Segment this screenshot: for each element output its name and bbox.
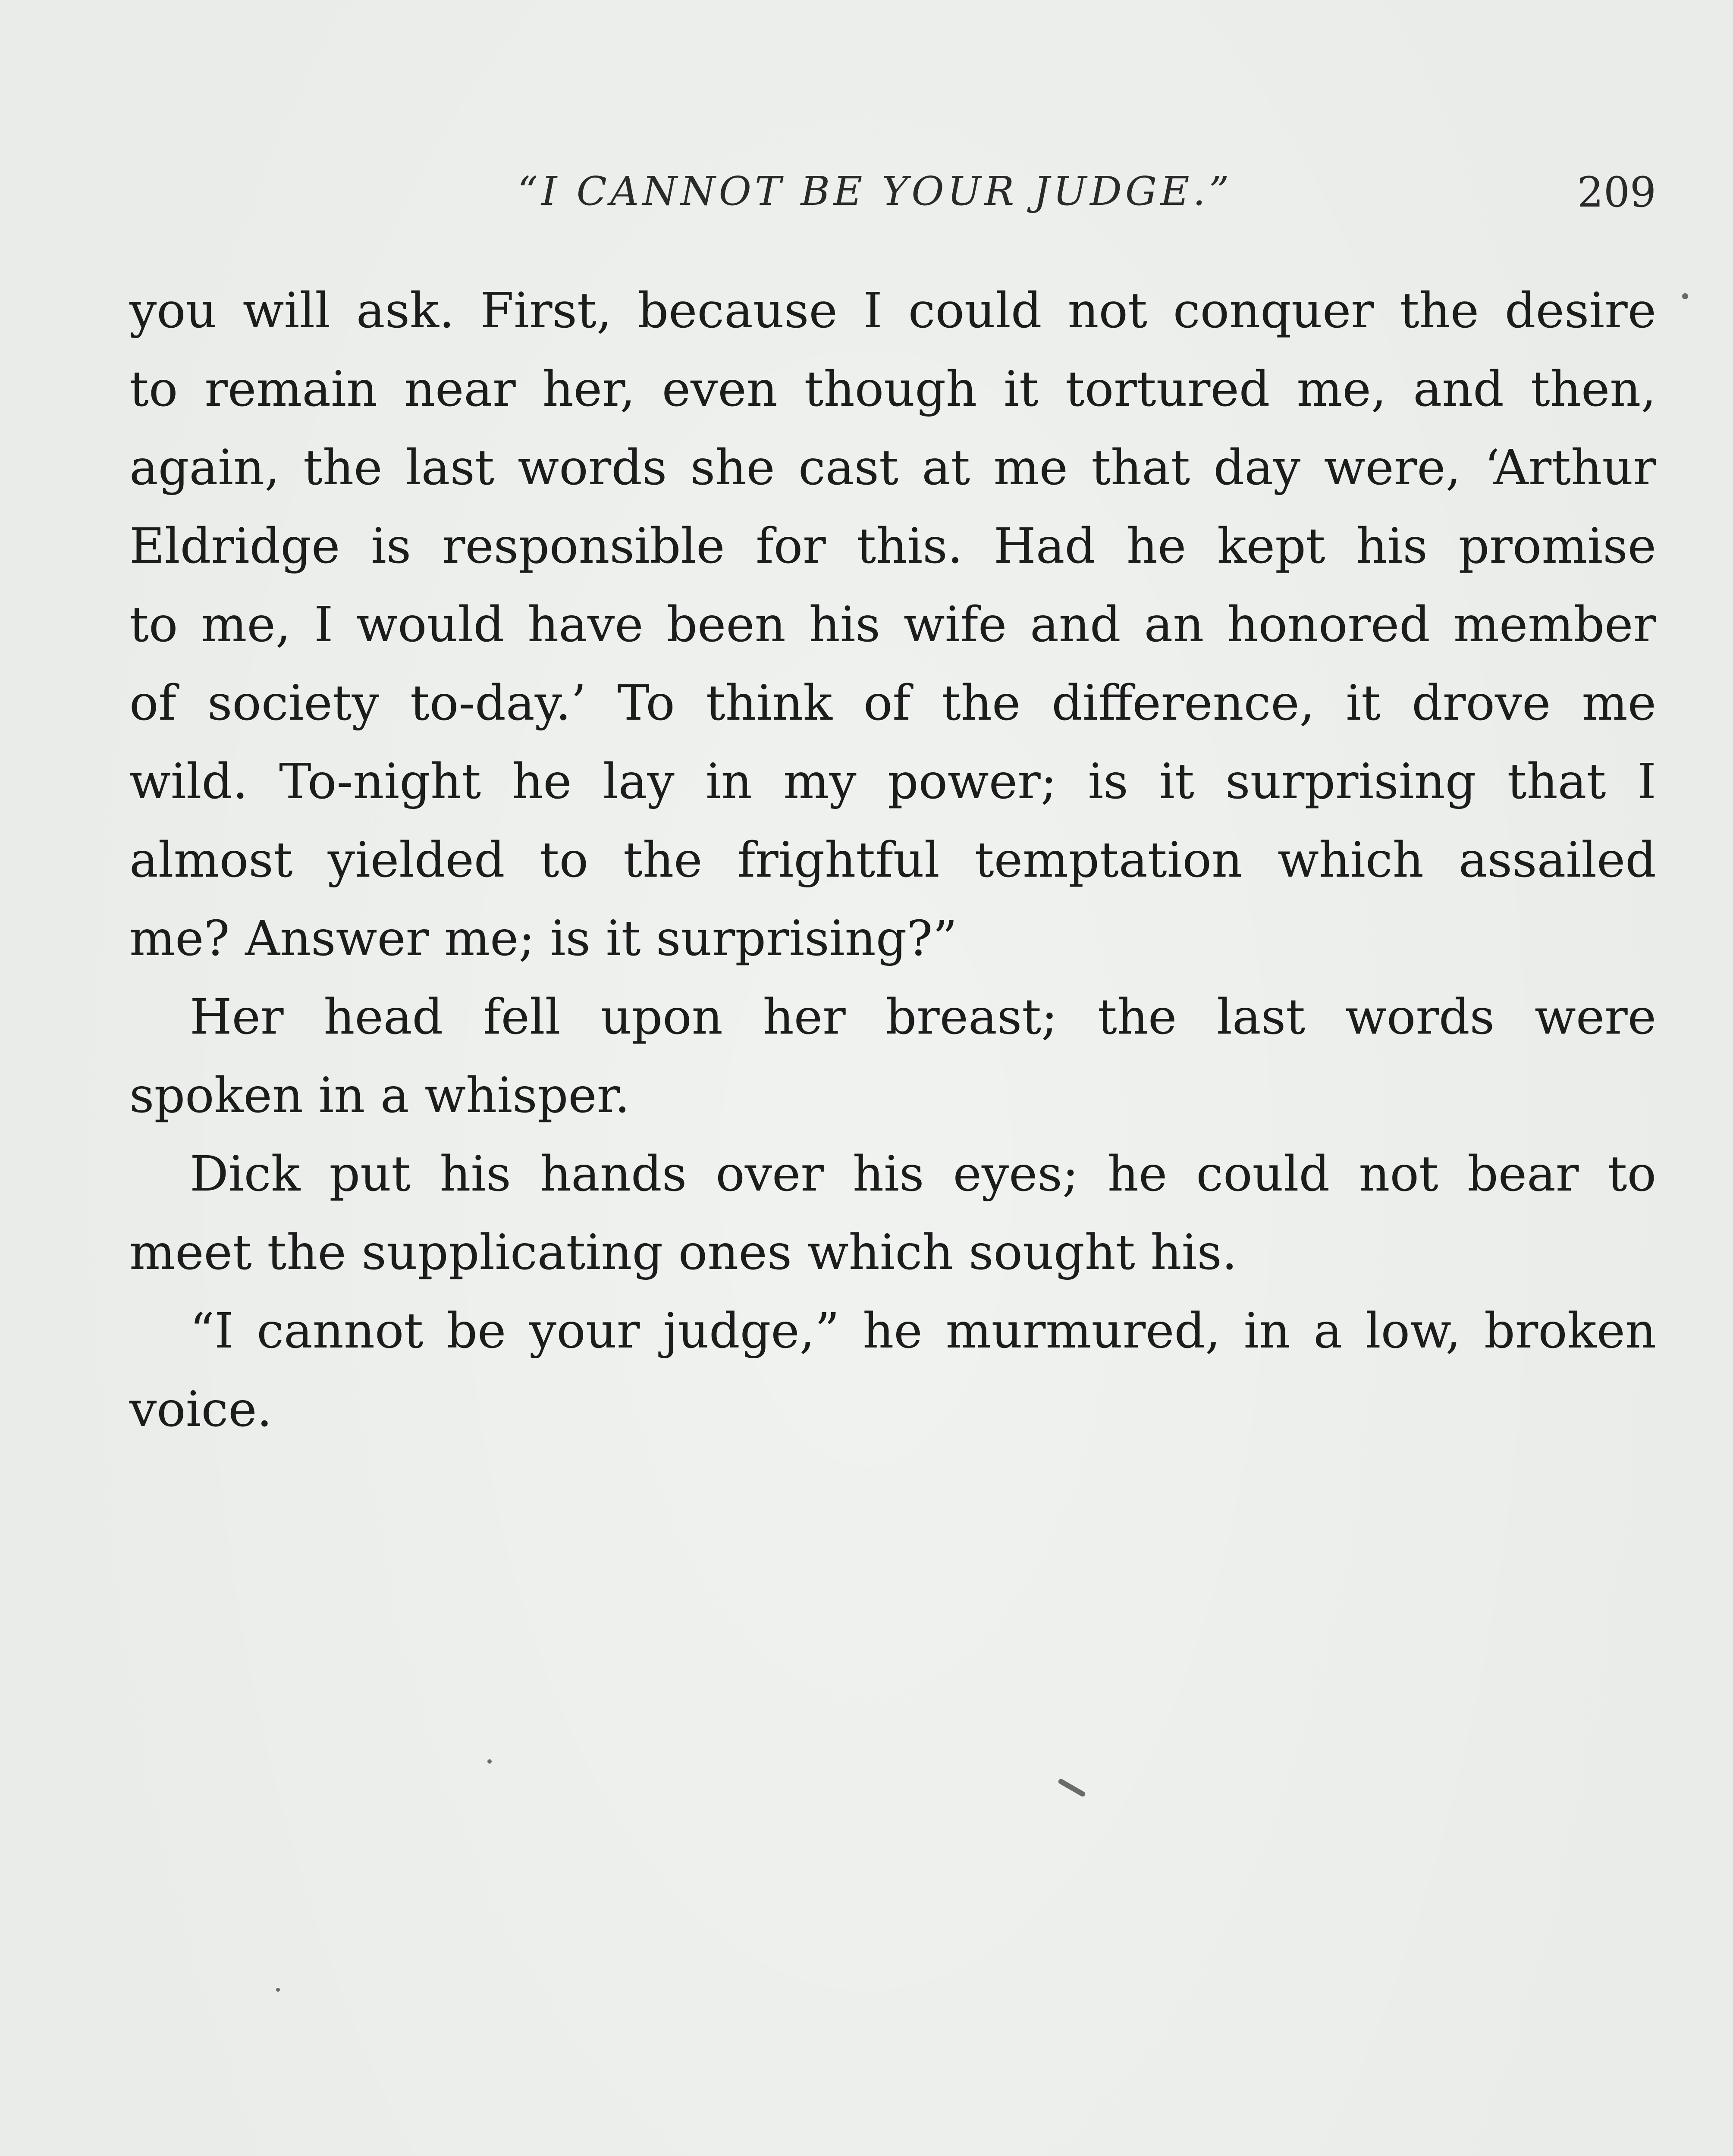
page-number: 209 [1577, 168, 1656, 216]
paper-speck [1682, 293, 1688, 299]
text-line: you will ask. First, because I could not conquer the desire [129, 283, 1656, 339]
text-line: “I cannot be your judge,” he murmured, in a low, broken [190, 1303, 1656, 1359]
text-line: meet the supplicating ones which sought his. [129, 1225, 1237, 1281]
body-text [129, 272, 1656, 1449]
text-line: voice. [129, 1382, 273, 1438]
text-line: again, the last words she cast at me that day were, ‘Arthur [129, 440, 1656, 496]
paper-speck [1058, 1778, 1086, 1797]
text-line: to me, I would have been his wife and an honored member [129, 597, 1656, 653]
text-line: Her head fell upon her breast; the last words were [190, 989, 1656, 1045]
text-line: Eldridge is responsible for this. Had he kept his promise [129, 518, 1656, 574]
text-line: Dick put his hands over his eyes; he could not bear to [190, 1146, 1656, 1202]
paper-speck [276, 1988, 280, 1992]
page-header [129, 168, 1656, 229]
text-line: spoken in a whisper. [129, 1068, 630, 1124]
text-line: me? Answer me; is it surprising?” [129, 911, 958, 967]
text-line: of society to-day.’ To think of the difference, it drove me [129, 675, 1656, 731]
paper-speck [487, 1759, 492, 1764]
text-line: wild. To-night he lay in my power; is it surprising that I [129, 754, 1656, 810]
running-head: “I CANNOT BE YOUR JUDGE.” [518, 168, 1233, 214]
text-line: to remain near her, even though it tortured me, and then, [129, 361, 1656, 417]
text-line: almost yielded to the frightful temptation which assailed [129, 832, 1656, 888]
